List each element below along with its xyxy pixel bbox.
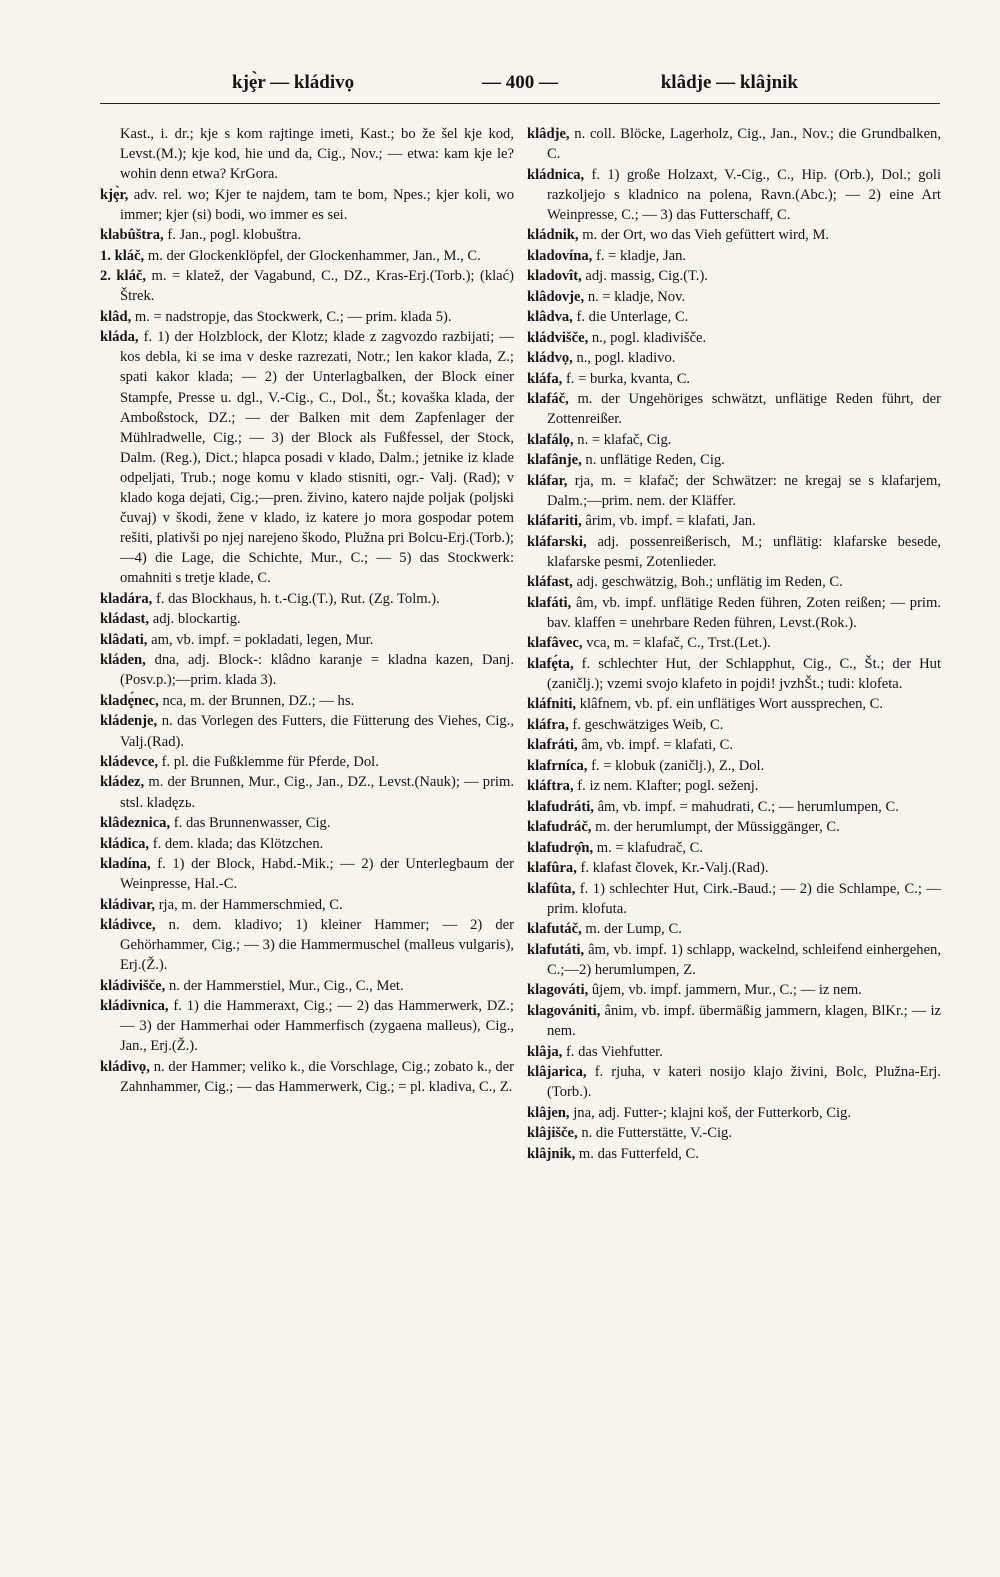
entry-headword: klafudrọ̑n, xyxy=(527,839,594,856)
entry-headword: klâjarica, xyxy=(527,1063,587,1080)
entry-headword: kjȩ̀r, xyxy=(100,186,129,203)
dictionary-entry xyxy=(527,858,941,878)
entry-definition: klâfnem, vb. pf. ein unflätiges Wort aussprechen, C. xyxy=(579,696,884,713)
dictionary-entry xyxy=(527,471,941,511)
entry-definition: dna, adj. Block-: klâdno karanje = kladna kazen, Danj.(Posv.p.);—prim. klada 3). xyxy=(120,652,514,689)
entry-headword: kláfniti, xyxy=(527,696,577,713)
entry-headword: kláfarski, xyxy=(527,533,587,550)
dictionary-entry xyxy=(527,1123,941,1143)
entry-definition: f. rjuha, v kateri nosijo klajo živini, Bolc, Plužna-Erj.(Torb.). xyxy=(547,1063,942,1101)
entry-headword: klafáč, xyxy=(527,391,569,408)
dictionary-entry xyxy=(527,797,941,817)
entry-definition: adj. massig, Cig.(T.). xyxy=(585,268,708,285)
entry-headword: kláden, xyxy=(100,652,146,669)
dictionary-entry xyxy=(527,776,941,796)
dictionary-entry xyxy=(100,996,514,1056)
entry-definition: m. der Ungehöriges schwätzt, unflätige Reden führt, der Zottenreißer. xyxy=(547,391,941,428)
dictionary-entry xyxy=(100,185,514,225)
entry-definition: n. unflätige Reden, Cig. xyxy=(585,452,725,469)
entry-definition: n. der Hammer; veliko k., die Vorschlage, Cig.; zobato k., der Zahnhammer, Cig.; — das Hammerwerk, Cig.; = pl. kladiva, C., Z. xyxy=(120,1058,515,1095)
entry-headword: klafûra, xyxy=(527,860,577,877)
entry-headword: klâdje, xyxy=(527,126,570,142)
entry-headword: kladȩ́nec, xyxy=(100,692,159,709)
entry-headword: klafudráč, xyxy=(527,819,592,836)
entry-definition: am, vb. impf. = pokladati, legen, Mur. xyxy=(151,631,374,648)
dictionary-entry xyxy=(527,593,941,633)
entry-headword: klafȩ́ta, xyxy=(527,655,574,672)
entry-definition: n. = kladje, Nov. xyxy=(587,288,686,305)
entry-headword: klâdva, xyxy=(527,309,573,326)
entry-definition: rja, m. = klafač; der Schwätzer: ne kregaj se s klafarjem, Dalm.;—prim. nem. der Kläffer. xyxy=(547,472,941,509)
entry-definition: f. pl. die Fußklemme für Pferde, Dol. xyxy=(161,753,379,770)
dictionary-entry xyxy=(100,834,514,854)
entry-definition: rja, m. der Hammerschmied, C. xyxy=(158,896,343,913)
dictionary-entry xyxy=(527,694,941,714)
entry-definition: n., pogl. kladivo. xyxy=(576,350,676,367)
entry-definition: f. geschwätziges Weib, C. xyxy=(572,716,724,733)
entry-headword: klafâvec, xyxy=(527,635,583,652)
dictionary-entry xyxy=(527,1042,941,1062)
entry-definition: n. dem. kladivo; 1) kleiner Hammer; — 2) der Gehörhammer, Cig.; — 3) die Hammermuschel (malleus vulgaris), Erj.(Ž.). xyxy=(120,917,515,974)
entry-headword: kláfariti, xyxy=(527,513,582,530)
entry-headword: klâdeznica, xyxy=(100,815,171,832)
dictionary-entry xyxy=(527,838,941,858)
right-column xyxy=(527,124,941,1164)
entry-headword: kláftra, xyxy=(527,778,574,795)
dictionary-entry xyxy=(527,165,941,225)
entry-definition: ârim, vb. impf. = klafati, Jan. xyxy=(585,513,756,530)
dictionary-entry xyxy=(100,813,514,833)
header-rule xyxy=(100,103,940,104)
entry-headword: kladína, xyxy=(100,856,151,873)
entry-definition: adj. geschwätzig, Boh.; unflätig im Reden, C. xyxy=(576,574,843,591)
entry-headword: kládvọ, xyxy=(527,350,573,367)
dictionary-entry xyxy=(527,919,941,939)
running-header xyxy=(100,72,940,96)
entry-headword: kládnica, xyxy=(527,166,585,183)
dictionary-entry xyxy=(100,609,514,629)
entry-headword: kláda, xyxy=(100,329,139,346)
entry-headword: klafutáč, xyxy=(527,921,582,938)
entry-headword: klâjen, xyxy=(527,1104,570,1121)
entry-definition: n. = klafač, Cig. xyxy=(577,431,672,448)
entry-definition: m. = klatež, der Vagabund, C., DZ., Kras-Erj.(Torb.); (klać) Štrek. xyxy=(120,268,514,305)
dictionary-entry xyxy=(527,430,941,450)
entry-headword: kladára, xyxy=(100,590,153,607)
entry-definition: m. = nadstropje, das Stockwerk, C.; — prim. klada 5). xyxy=(134,308,452,325)
entry-definition: f. = kladje, Jan. xyxy=(595,247,687,264)
entry-headword: kláfra, xyxy=(527,716,569,733)
dictionary-entry xyxy=(100,630,514,650)
entry-headword: klâdati, xyxy=(100,631,148,648)
dictionary-entry xyxy=(100,327,514,588)
entry-headword: kládnik, xyxy=(527,227,579,244)
entry-headword: kládivar, xyxy=(100,896,156,913)
entry-definition: nca, m. der Brunnen, DZ.; — hs. xyxy=(162,692,355,709)
entry-definition: n. der Hammerstiel, Mur., Cig., C., Met. xyxy=(168,977,404,994)
entry-definition: f. das Brunnenwasser, Cig. xyxy=(173,815,331,832)
entry-headword: klafûta, xyxy=(527,880,576,897)
entry-definition: m. der Glockenklöpfel, der Glockenhammer, Jan., M., C. xyxy=(147,247,481,264)
entry-definition: m. der Lump, C. xyxy=(585,921,682,938)
entry-headword: kládvišče, xyxy=(527,329,589,346)
entry-definition: f. 1) der Holzblock, der Klotz; klade z zagvozdo razbijati; — kos debla, ki se ima v deske razrezati, Notr.; len kakor klada, Z.; spati kakor klada; — 2) der Unterlagbalken, der Block einer Stampfe, Presse u. dgl., V.-Cig., C., Dol., Št.; kovaška klada, der Amboßstock, DZ.; — der Balken mit dem Zapfenlager der Mühlradwelle, Cig.; — 3) der Block als Fußfessel, der Stock, Dalm. (Reg.), Dict.; hlapca posadi v klado, Dalm.; jetnike iz klade odpeljati, Trub.; noge komu v klado stisniti, ogr.- Valj. (Rad); v klado koga dejati, Cig.;—pren. živino, katero najde poljak (poljski čuvaj) v škodi, žene v klado, iz katere jo mora gospodar potem rešiti, plativši po njej narejeno škodo, Plužna pri Bolcu-Erj.(Torb.);—4) die Lage, die Schichte, Mur., C.; — 5) das Stockwerk: omahniti s tretje klade, C. xyxy=(120,329,514,587)
entry-definition: f. 1) große Holzaxt, V.-Cig., C., Hip. (Orb.), Dol.; goli razkoljejo s kladnico na polena, Ravn.(Abc.); — 2) eine Art Weinpresse, C.; — 3) das Futterschaff, C. xyxy=(547,166,941,223)
entry-headword: 1. kláč, xyxy=(100,247,145,264)
entry-definition: f. Jan., pogl. klobuštra. xyxy=(167,227,302,244)
dictionary-entry xyxy=(527,511,941,531)
dictionary-entry xyxy=(100,246,514,266)
dictionary-entry xyxy=(527,572,941,592)
entry-definition: f. das Blockhaus, h. t.-Cig.(T.), Rut. (Zg. Tolm.). xyxy=(155,590,440,607)
entry-definition: âm, vb. impf. = klafati, C. xyxy=(581,737,734,754)
entry-definition: f. die Unterlage, C. xyxy=(576,309,689,326)
entry-headword: klabûštra, xyxy=(100,227,164,244)
entry-headword: kládevce, xyxy=(100,753,158,770)
entry-headword: klafáti, xyxy=(527,594,572,611)
dictionary-entry xyxy=(100,589,514,609)
dictionary-entry xyxy=(527,1062,941,1102)
entry-definition: f. iz nem. Klafter; pogl. seženj. xyxy=(577,778,759,795)
dictionary-entry xyxy=(527,246,941,266)
entry-headword: klâjišče, xyxy=(527,1125,578,1142)
dictionary-entry xyxy=(527,307,941,327)
dictionary-entry xyxy=(100,895,514,915)
entry-definition: m. der Ort, wo das Vieh gefüttert wird, M. xyxy=(582,227,830,244)
dictionary-entry xyxy=(527,1144,941,1164)
entry-definition: f. 1) der Block, Habd.-Mik.; — 2) der Unterlegbaum der Weinpresse, Hal.-C. xyxy=(120,856,514,893)
dictionary-entry xyxy=(527,654,941,694)
entry-definition: f. schlechter Hut, der Schlapphut, Cig., C., Št.; der Hut (zaničlj.); vzemi svojo klafeto in pojdi! jvzhŠt.; tudi: klofeta. xyxy=(547,655,941,692)
entry-definition: n. coll. Blöcke, Lagerholz, Cig., Jan., Nov.; die Grundbalken, C. xyxy=(547,126,941,163)
dictionary-entry xyxy=(527,940,941,980)
dictionary-entry xyxy=(527,348,941,368)
header-right-guide-words: klâdje — klâjnik xyxy=(660,72,798,93)
entry-definition: adv. rel. wo; Kjer te najdem, tam te bom, Npes.; kjer koli, wo immer; kjer (si) bodi, wo immer es sei. xyxy=(120,186,514,223)
dictionary-entry xyxy=(527,532,941,572)
entry-headword: kladovît, xyxy=(527,268,582,285)
entry-definition: ânim, vb. impf. übermäßig jammern, klagen, BlKr.; — iz nem. xyxy=(547,1002,941,1040)
dictionary-entry xyxy=(527,1001,941,1041)
dictionary-entry xyxy=(100,650,514,690)
entry-definition: f. klafast človek, Kr.-Valj.(Rad). xyxy=(580,860,769,877)
entry-headword: kládast, xyxy=(100,611,150,628)
entry-headword: klâjnik, xyxy=(527,1145,576,1162)
entry-headword: klagovániti, xyxy=(527,1002,601,1019)
entry-definition: f. = klobuk (zaničlj.), Z., Dol. xyxy=(591,757,765,774)
entry-headword: kláfar, xyxy=(527,472,568,489)
entry-headword: 2. kláč, xyxy=(100,268,147,285)
dictionary-entry xyxy=(527,756,941,776)
dictionary-entry xyxy=(100,307,514,327)
entry-definition: âm, vb. impf. = mahudrati, C.; — herumlumpen, C. xyxy=(597,798,899,815)
entry-headword: kládenje, xyxy=(100,713,158,730)
dictionary-entry xyxy=(527,124,941,164)
dictionary-entry xyxy=(527,287,941,307)
dictionary-entry xyxy=(527,735,941,755)
dictionary-entry xyxy=(100,225,514,245)
entry-headword: kláfast, xyxy=(527,574,573,591)
entry-definition: âm, vb. impf. unflätige Reden führen, Zoten reißen; — prim. bav. klaffen = unehrbare Reden führen, Levst.(Rok.). xyxy=(547,594,941,631)
entry-headword: klagováti, xyxy=(527,982,589,999)
entry-definition: Kast., i. dr.; kje s kom rajtinge imeti, Kast.; bo že šel kje kod, Levst.(M.); kje kod, hie und da, Cig., Nov.; — etwa: kam kje le? wohin denn etwa? KrGora. xyxy=(120,126,514,183)
entry-headword: kládivce, xyxy=(100,917,156,934)
entry-definition: f. 1) schlechter Hut, Cirk.-Baud.; — 2) die Schlampe, C.; — prim. klofuta. xyxy=(547,880,941,917)
entry-definition: m. der herumlumpt, der Müssiggänger, C. xyxy=(595,819,840,836)
entry-definition: m. der Brunnen, Mur., Cig., Jan., DZ., Levst.(Nauk); — prim. stsl. kladęzь. xyxy=(120,774,514,811)
dictionary-entry xyxy=(100,691,514,711)
entry-definition: jna, adj. Futter-; klajni koš, der Futterkorb, Cig. xyxy=(573,1104,851,1121)
entry-definition: n. das Vorlegen des Futters, die Fütterung des Viehes, Cig., Valj.(Rad). xyxy=(120,713,514,750)
dictionary-entry xyxy=(527,633,941,653)
entry-headword: kládivọ, xyxy=(100,1058,150,1075)
entry-definition: âm, vb. impf. 1) schlapp, wackelnd, schleifend einhergehen, C.;—2) herumlumpen, Z. xyxy=(547,941,941,978)
entry-headword: klâdovje, xyxy=(527,288,585,305)
entry-definition: n., pogl. kladivišče. xyxy=(591,329,707,346)
dictionary-entry xyxy=(527,389,941,429)
dictionary-entry xyxy=(100,752,514,772)
entry-headword: kládivnica, xyxy=(100,998,169,1015)
dictionary-entry xyxy=(100,266,514,306)
entry-headword: klafráti, xyxy=(527,737,578,754)
dictionary-entry xyxy=(527,266,941,286)
dictionary-entry xyxy=(100,976,514,996)
entry-headword: klafutáti, xyxy=(527,941,585,958)
entry-definition: vca, m. = klafač, C., Trst.(Let.). xyxy=(586,635,771,652)
entry-headword: klafânje, xyxy=(527,452,582,469)
dictionary-entry xyxy=(527,328,941,348)
entry-headword: kláfa, xyxy=(527,370,563,387)
entry-definition: n. die Futterstätte, V.-Cig. xyxy=(581,1125,732,1142)
dictionary-entry xyxy=(100,915,514,975)
entry-definition: f. dem. klada; das Klötzchen. xyxy=(152,835,324,852)
entry-definition: m. = klafudrač, C. xyxy=(596,839,704,856)
dictionary-entry xyxy=(527,879,941,919)
dictionary-entry xyxy=(527,225,941,245)
dictionary-entry xyxy=(527,715,941,735)
header-left-guide-words: kjȩ̀r — kládivọ xyxy=(232,72,355,93)
entry-headword: klâd, xyxy=(100,308,132,325)
page-number: — 400 — xyxy=(482,72,558,93)
entry-definition: ûjem, vb. impf. jammern, Mur., C.; — iz nem. xyxy=(591,982,862,999)
entry-definition: f. das Viehfutter. xyxy=(565,1043,663,1060)
dictionary-entry xyxy=(527,1103,941,1123)
entry-headword: kládez, xyxy=(100,774,145,791)
dictionary-entry xyxy=(527,450,941,470)
entry-headword: kladovína, xyxy=(527,247,593,264)
dictionary-entry xyxy=(100,854,514,894)
entry-definition: f. 1) die Hammeraxt, Cig.; — 2) das Hammerwerk, DZ.; — 3) der Hammerhai oder Hammerfisch (zygaena malleus), Cig., Jan., Erj.(Ž.). xyxy=(120,998,514,1055)
dictionary-entry xyxy=(527,369,941,389)
dictionary-entry xyxy=(100,772,514,812)
entry-headword: klâja, xyxy=(527,1043,563,1060)
entry-headword: kládica, xyxy=(100,835,150,852)
dictionary-entry xyxy=(527,980,941,1000)
entry-definition: adj. blockartig. xyxy=(152,611,241,628)
left-column xyxy=(100,124,514,1097)
dictionary-entry xyxy=(527,817,941,837)
entry-definition: m. das Futterfeld, C. xyxy=(578,1145,699,1162)
entry-headword: klafálọ, xyxy=(527,431,574,448)
dictionary-entry xyxy=(100,711,514,751)
entry-headword: klafrníca, xyxy=(527,757,588,774)
entry-definition: adj. possenreißerisch, M.; unflätig: klafarske besede, klafarske pesmi, Zotenlieder. xyxy=(547,533,941,570)
entry-headword: kládivišče, xyxy=(100,977,166,994)
dictionary-entry xyxy=(100,1057,514,1097)
entry-headword: klafudráti, xyxy=(527,798,594,815)
entry-definition: f. = burka, kvanta, C. xyxy=(565,370,691,387)
dictionary-entry xyxy=(100,124,514,184)
